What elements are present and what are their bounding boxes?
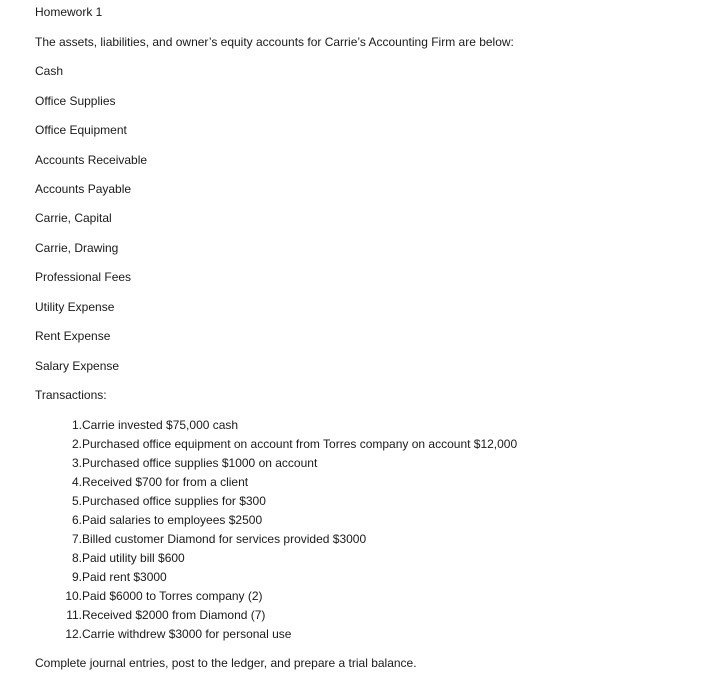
transaction-number: 9. [71, 570, 82, 584]
transaction-number: 6. [71, 513, 82, 527]
account-cash: Cash [35, 64, 64, 78]
transaction-number: 7. [71, 532, 82, 546]
account-carrie-drawing: Carrie, Drawing [35, 241, 119, 255]
account-office-equipment: Office Equipment [35, 123, 127, 137]
transaction-item [58, 551, 185, 570]
transaction-text: Received $2000 from Diamond (7) [82, 608, 266, 622]
transaction-item [58, 475, 249, 494]
transaction-number: 5. [71, 494, 82, 508]
transaction-number: 2. [71, 437, 82, 451]
transaction-text: Purchased office supplies $1000 on account [82, 456, 318, 470]
account-accounts-payable: Accounts Payable [35, 182, 132, 196]
transactions-list [58, 418, 518, 646]
account-professional-fees: Professional Fees [35, 270, 132, 284]
transaction-number: 4. [71, 475, 82, 489]
transaction-number: 3. [71, 456, 82, 470]
transaction-item [58, 456, 318, 475]
closing-instructions: Complete journal entries, post to the ledger, and prepare a trial balance. [35, 656, 417, 670]
transaction-text: Billed customer Diamond for services provided $3000 [82, 532, 367, 546]
transaction-text: Carrie invested $75,000 cash [82, 418, 239, 432]
transaction-number: 11. [66, 608, 82, 622]
transaction-text: Purchased office supplies for $300 [82, 494, 266, 508]
transaction-text: Carrie withdrew $3000 for personal use [82, 627, 292, 641]
transaction-number: 8. [71, 551, 82, 565]
document-title: Homework 1 [35, 5, 103, 19]
transaction-item [58, 494, 266, 513]
transaction-text: Paid utility bill $600 [82, 551, 185, 565]
transaction-text: Paid $6000 to Torres company (2) [82, 589, 263, 603]
transactions-label: Transactions: [35, 388, 107, 402]
transaction-text: Purchased office equipment on account from Torres company on account $12,000 [82, 437, 518, 451]
transaction-item [58, 532, 367, 551]
transaction-item [58, 570, 167, 589]
account-rent-expense: Rent Expense [35, 329, 111, 343]
account-carrie-capital: Carrie, Capital [35, 211, 112, 225]
transaction-text: Paid salaries to employees $2500 [82, 513, 263, 527]
transaction-item [58, 589, 263, 608]
transaction-text: Paid rent $3000 [82, 570, 167, 584]
transaction-number: 10. [65, 589, 82, 603]
transaction-number: 12. [65, 627, 82, 641]
intro-text: The assets, liabilities, and owner’s equity accounts for Carrie’s Accounting Firm are below: [35, 35, 514, 49]
account-accounts-receivable: Accounts Receivable [35, 153, 148, 167]
transaction-text: Received $700 for from a client [82, 475, 249, 489]
transaction-item [58, 437, 518, 456]
account-office-supplies: Office Supplies [35, 94, 116, 108]
transaction-item [58, 513, 263, 532]
account-salary-expense: Salary Expense [35, 359, 120, 373]
account-utility-expense: Utility Expense [35, 300, 115, 314]
transaction-item [58, 608, 266, 627]
transaction-number: 1. [71, 418, 82, 432]
transaction-item [58, 418, 239, 437]
transaction-item [58, 627, 292, 646]
